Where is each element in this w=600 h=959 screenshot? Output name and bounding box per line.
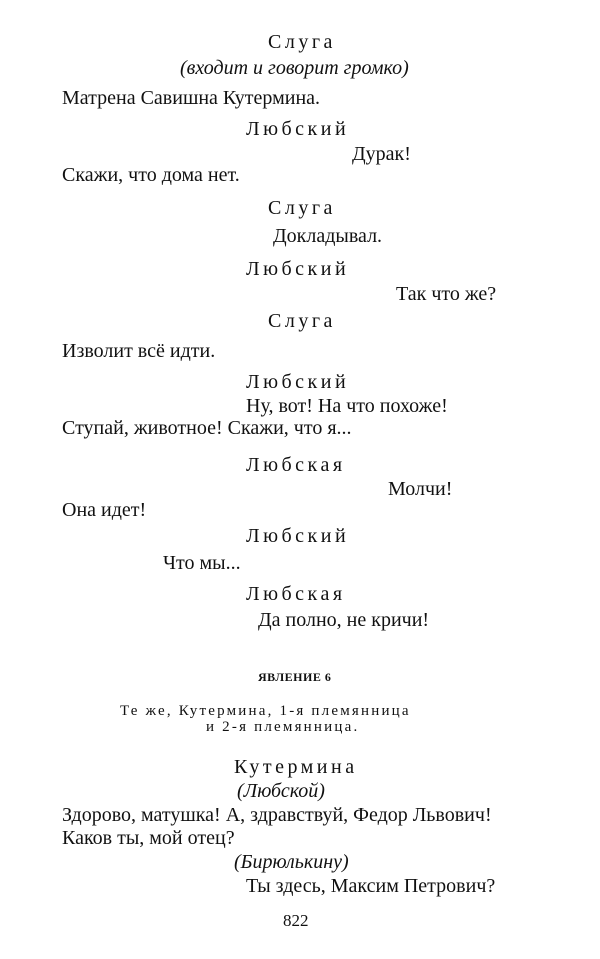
speaker-name: Любский — [246, 371, 350, 393]
speaker-name: Кутермина — [234, 756, 358, 778]
dialogue-line: Скажи, что дома нет. — [62, 164, 240, 186]
dialogue-line: Каков ты, мой отец? — [62, 827, 235, 849]
dialogue-line: Изволит всё идти. — [62, 340, 216, 362]
dialogue-line: Да полно, не кричи! — [258, 609, 430, 631]
speaker-name: Слуга — [268, 310, 336, 332]
scene-heading: ЯВЛЕНИЕ 6 — [258, 670, 332, 684]
speaker-name: Любский — [246, 258, 350, 280]
scene-stage-direction: Те же, Кутермина, 1-я племянница — [120, 703, 411, 719]
dialogue-line: Ты здесь, Максим Петрович? — [246, 875, 496, 897]
speaker-name: Слуга — [268, 31, 336, 53]
speaker-name: Слуга — [268, 197, 336, 219]
stage-direction: (Бирюлькину) — [234, 851, 349, 873]
speaker-name: Любский — [246, 525, 350, 547]
dialogue-line: Ну, вот! На что похоже! — [246, 395, 448, 417]
dialogue-line: Молчи! — [388, 478, 453, 500]
dialogue-line: Так что же? — [396, 283, 497, 305]
dialogue-line: Что мы... — [163, 552, 241, 574]
dialogue-line: Здорово, матушка! А, здравствуй, Федор Львович! — [62, 804, 492, 826]
dialogue-line: Докладывал. — [273, 225, 383, 247]
stage-direction: (входит и говорит громко) — [180, 57, 409, 79]
stage-direction: (Любской) — [237, 780, 325, 802]
dialogue-line: Ступай, животное! Скажи, что я... — [62, 417, 352, 439]
page-number: 822 — [283, 911, 309, 930]
scene-stage-direction: и 2-я племянница. — [206, 719, 360, 735]
speaker-name: Любская — [246, 583, 346, 605]
speaker-name: Любский — [246, 118, 350, 140]
dialogue-line: Дурак! — [352, 143, 411, 165]
speaker-name: Любская — [246, 454, 346, 476]
dialogue-line: Матрена Савишна Кутермина. — [62, 87, 321, 109]
dialogue-line: Она идет! — [62, 499, 147, 521]
